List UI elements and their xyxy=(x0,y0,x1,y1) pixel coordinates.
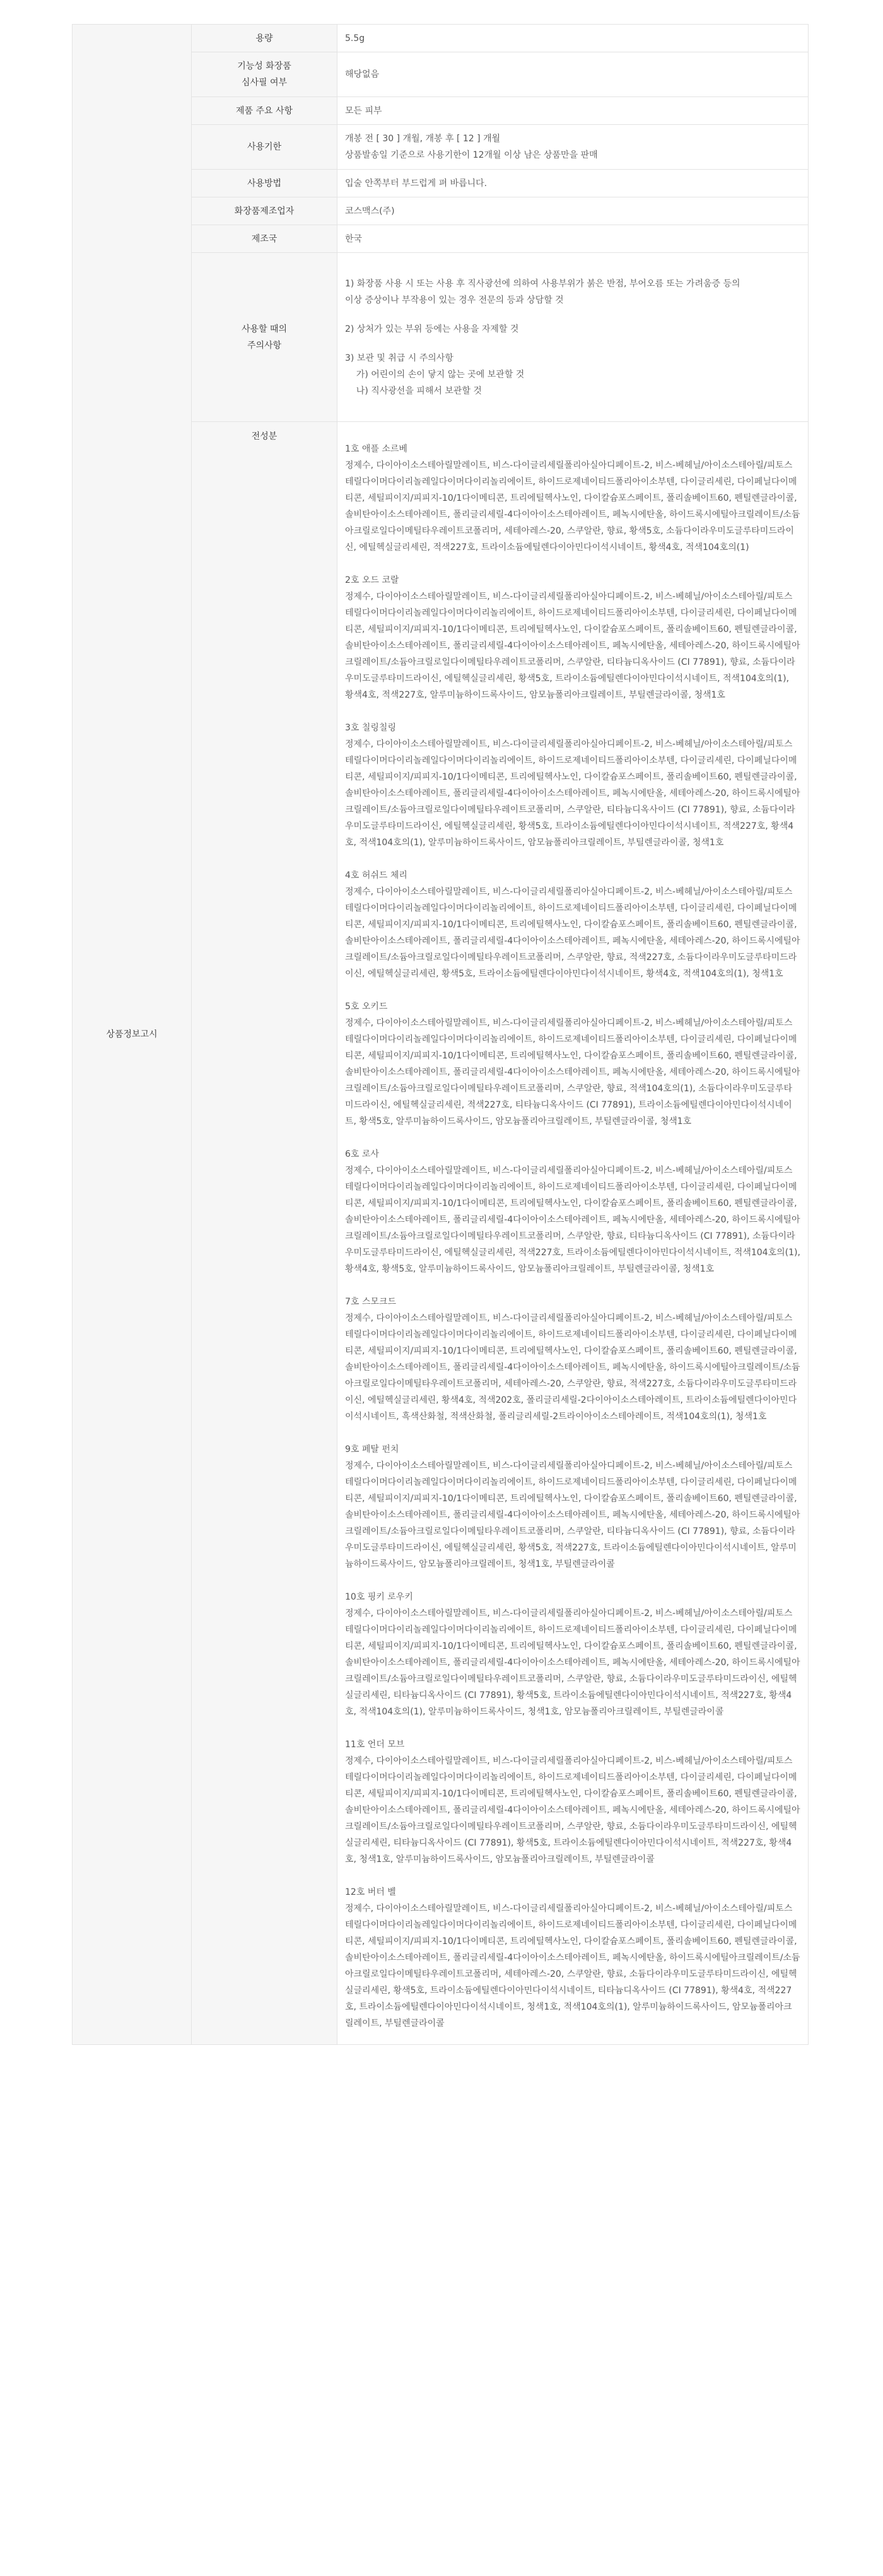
ingredient-list: 정제수, 다이아이소스테아릴말레이트, 비스-다이글리세릴폴리아실아디페이트-2, 비스-베헤닐/아이소스테아릴/피토스테릴다이머다이리놀레일다이머다이리놀리에이트, 하이드로제네이티드폴리아이소부텐, 다이글리세린, 다이페닐다이메티콘, 세틸피이지/피피지-10/1다이메티콘, 트리에틸헥사노인, 다이칼슘포스페이트, 폴리솔베이트60, 펜틸렌글라이콜, 솔비탄아이소스테아레이트, 폴리글리세릴-4다이아이소스테아레이트, 페녹시에탄올, 하이드록시에틸아크릴레이트/소듐아크릴로일다이메틸타우레이트코폴리머, 세테아레스-20, 스쿠알란, 향료, 소듐다이라우미도글루타미드라이신, 에틸헥실글리세린, 황색5호, 트라이소듐에틸렌다이아민다이석시네이트, 티타늄디옥사이드 (CI 77891), 황색4호, 적색227호, 트라이소듐에틸렌다이아민다이석시네이트, 청색1호, 적색104호의(1), 알루미늄하이드록사이드, 암모늄폴리아크릴레이트, 부틸렌글라이콜 xyxy=(345,1904,800,2029)
functional-review-value: 해당없음 xyxy=(337,52,809,97)
caution-3-line1: 3) 보관 및 취급 시 주의사항 xyxy=(345,353,453,363)
caution-value xyxy=(337,253,809,422)
caution-label-line1: 사용할 때의 xyxy=(241,324,288,334)
functional-review-label-line1: 기능성 화장품 xyxy=(237,61,291,71)
caution-1-line1: 1) 화장품 사용 시 또는 사용 후 직사광선에 의하여 사용부위가 붉은 반점, 부어오름 또는 가려움증 등의 xyxy=(345,278,740,289)
country-value: 한국 xyxy=(337,225,809,253)
ingredient-item xyxy=(345,1736,800,1868)
usage-label: 사용방법 xyxy=(192,170,337,197)
expiry-value xyxy=(337,125,809,170)
country-label: 제조국 xyxy=(192,225,337,253)
capacity-value: 5.5g xyxy=(337,25,809,52)
ingredient-item xyxy=(345,1146,800,1277)
main-spec-label: 제품 주요 사항 xyxy=(192,97,337,125)
ingredient-list: 정제수, 다이아이소스테아릴말레이트, 비스-다이글리세릴폴리아실아디페이트-2, 비스-베헤닐/아이소스테아릴/피토스테릴다이머다이리놀레일다이머다이리놀리에이트, 하이드로제네이티드폴리아이소부텐, 다이글리세린, 다이페닐다이메티콘, 세틸피이지/피피지-10/1다이메티콘, 트리에틸헥사노인, 다이칼슘포스페이트, 폴리솔베이트60, 펜틸렌글라이콜, 솔비탄아이소스테아레이트, 폴리글리세릴-4다이아이소스테아레이트, 페녹시에탄올, 하이드록시에틸아크릴레이트/소듐아크릴로일다이메틸타우레이트코폴리머, 세테아레스-20, 스쿠알란, 향료, 황색5호, 소듐다이라우미도글루타미드라이신, 에틸헥실글리세린, 적색227호, 트라이소듐에틸렌다이아민다이석시네이트, 황색4호, 적색104호의(1) xyxy=(345,460,800,553)
shade-name: 10호 핑키 로우키 xyxy=(345,1592,413,1602)
ingredient-list: 정제수, 다이아이소스테아릴말레이트, 비스-다이글리세릴폴리아실아디페이트-2, 비스-베헤닐/아이소스테아릴/피토스테릴다이머다이리놀레일다이머다이리놀리에이트, 하이드로제네이티드폴리아이소부텐, 다이글리세린, 다이페닐다이메티콘, 세틸피이지/피피지-10/1다이메티콘, 트리에틸헥사노인, 다이칼슘포스페이트, 폴리솔베이트60, 펜틸렌글라이콜, 솔비탄아이소스테아레이트, 폴리글리세릴-4다이아이소스테아레이트, 페녹시에탄올, 세테아레스-20, 하이드록시에틸아크릴레이트/소듐아크릴로일다이메틸타우레이트코폴리머, 스쿠알란, 향료, 소듐다이라우미도글루타미드라이신, 에틸헥실글리세린, 티타늄디옥사이드 (CI 77891), 황색5호, 트라이소듐에틸렌다이아민다이석시네이트, 적색227호, 황색4호, 적색104호의(1), 알루미늄하이드록사이드, 청색1호, 암모늄폴리아크릴레이트, 부틸렌글라이콜 xyxy=(345,1608,800,1717)
row-capacity xyxy=(73,25,809,52)
functional-review-label xyxy=(192,52,337,97)
caution-3-line2: 가) 어린이의 손이 닿지 않는 곳에 보관할 것 xyxy=(345,369,525,380)
ingredient-list: 정제수, 다이아이소스테아릴말레이트, 비스-다이글리세릴폴리아실아디페이트-2, 비스-베헤닐/아이소스테아릴/피토스테릴다이머다이리놀레일다이머다이리놀리에이트, 하이드로제네이티드폴리아이소부텐, 다이글리세린, 다이페닐다이메티콘, 세틸피이지/피피지-10/1다이메티콘, 트리에틸헥사노인, 다이칼슘포스페이트, 폴리솔베이트60, 펜틸렌글라이콜, 솔비탄아이소스테아레이트, 폴리글리세릴-4다이아이소스테아레이트, 페녹시에탄올, 세테아레스-20, 하이드록시에틸아크릴레이트/소듐아크릴로일다이메틸타우레이트코폴리머, 스쿠알란, 향료, 티타늄디옥사이드 (CI 77891), 소듐다이라우미도글루타미드라이신, 에틸헥실글리세린, 적색227호, 트라이소듐에틸렌다이아민다이석시네이트, 적색104호의(1), 황색4호, 황색5호, 알루미늄하이드록사이드, 암모늄폴리아크릴레이트, 부틸렌글라이콜, 청색1호 xyxy=(345,1166,800,1274)
manufacturer-label: 화장품제조업자 xyxy=(192,197,337,225)
ingredient-item xyxy=(345,1294,800,1425)
ingredient-list: 정제수, 다이아이소스테아릴말레이트, 비스-다이글리세릴폴리아실아디페이트-2, 비스-베헤닐/아이소스테아릴/피토스테릴다이머다이리놀레일다이머다이리놀리에이트, 하이드로제네이티드폴리아이소부텐, 다이글리세린, 다이페닐다이메티콘, 세틸피이지/피피지-10/1다이메티콘, 트리에틸헥사노인, 다이칼슘포스페이트, 폴리솔베이트60, 펜틸렌글라이콜, 솔비탄아이소스테아레이트, 폴리글리세릴-4다이아이소스테아레이트, 페녹시에탄올, 세테아레스-20, 하이드록시에틸아크릴레이트/소듐아크릴로일다이메틸타우레이트코폴리머, 스쿠알란, 티타늄디옥사이드 (CI 77891), 향료, 소듐다이라우미도글루타미드라이신, 에틸헥실글리세린, 황색5호, 트라이소듐에틸렌다이아민다이석시네이트, 적색104호의(1), 황색4호, 적색227호, 알루미늄하이드록사이드, 암모늄폴리아크릴레이트, 부틸렌글라이콜, 청색1호 xyxy=(345,592,800,700)
ingredient-list: 정제수, 다이아이소스테아릴말레이트, 비스-다이글리세릴폴리아실아디페이트-2, 비스-베헤닐/아이소스테아릴/피토스테릴다이머다이리놀레일다이머다이리놀리에이트, 하이드로제네이티드폴리아이소부텐, 다이글리세린, 다이페닐다이메티콘, 세틸피이지/피피지-10/1다이메티콘, 트리에틸헥사노인, 다이칼슘포스페이트, 폴리솔베이트60, 펜틸렌글라이콜, 솔비탄아이소스테아레이트, 폴리글리세릴-4다이아이소스테아레이트, 페녹시에탄올, 세테아레스-20, 하이드록시에틸아크릴레이트/소듐아크릴로일다이메틸타우레이트코폴리머, 스쿠알란, 티타늄디옥사이드 (CI 77891), 향료, 소듐다이라우미도글루타미드라이신, 에틸헥실글리세린, 황색5호, 적색227호, 트라이소듐에틸렌다이아민다이석시네이트, 알루미늄하이드록사이드, 암모늄폴리아크릴레이트, 청색1호, 부틸렌글라이콜 xyxy=(345,1461,800,1569)
product-info-table xyxy=(72,24,809,2045)
caution-1-line2: 이상 증상이나 부작용이 있는 경우 전문의 등과 상담할 것 xyxy=(345,295,564,305)
shade-name: 5호 오키드 xyxy=(345,1002,388,1012)
shade-name: 4호 허쉬드 체리 xyxy=(345,870,407,881)
ingredient-item xyxy=(345,1441,800,1572)
shade-name: 11호 언더 모브 xyxy=(345,1740,405,1750)
ingredient-list: 정제수, 다이아이소스테아릴말레이트, 비스-다이글리세릴폴리아실아디페이트-2, 비스-베헤닐/아이소스테아릴/피토스테릴다이머다이리놀레일다이머다이리놀리에이트, 하이드로제네이티드폴리아이소부텐, 다이글리세린, 다이페닐다이메티콘, 세틸피이지/피피지-10/1다이메티콘, 트리에틸헥사노인, 다이칼슘포스페이트, 폴리솔베이트60, 펜틸렌글라이콜, 솔비탄아이소스테아레이트, 폴리글리세릴-4다이아이소스테아레이트, 페녹시에탄올, 하이드록시에틸아크릴레이트/소듐아크릴로일다이메틸타우레이트코폴리머, 세테아레스-20, 스쿠알란, 향료, 적색227호, 소듐다이라우미도글루타미드라이신, 에틸헥실글리세린, 황색4호, 적색202호, 폴리글리세릴-2다이아이소스테아레이트, 트라이소듐에틸렌다이아민다이석시네이트, 흑색산화철, 적색산화철, 폴리글리세릴-2트라이아이소스테아레이트, 적색104호의(1), 청색1호 xyxy=(345,1313,800,1422)
ingredients-value xyxy=(337,422,809,2045)
manufacturer-value: 코스맥스(주) xyxy=(337,197,809,225)
ingredients-label: 전성분 xyxy=(192,422,337,2045)
ingredient-item xyxy=(345,720,800,851)
ingredient-item xyxy=(345,441,800,556)
shade-name: 3호 칠링칠링 xyxy=(345,723,396,733)
section-label: 상품정보고시 xyxy=(73,25,192,2045)
caution-label-line2: 주의사항 xyxy=(247,340,282,351)
shade-name: 7호 스모크드 xyxy=(345,1297,396,1307)
ingredient-item xyxy=(345,1589,800,1720)
shade-name: 6호 로사 xyxy=(345,1149,379,1159)
caution-3-line3: 나) 직사광선을 피해서 보관할 것 xyxy=(345,385,482,396)
ingredient-item xyxy=(345,867,800,982)
capacity-label: 용량 xyxy=(192,25,337,52)
expiry-line-1: 개봉 전 [ 30 ] 개월, 개봉 후 [ 12 ] 개월 xyxy=(345,134,501,144)
ingredient-list: 정제수, 다이아이소스테아릴말레이트, 비스-다이글리세릴폴리아실아디페이트-2, 비스-베헤닐/아이소스테아릴/피토스테릴다이머다이리놀레일다이머다이리놀리에이트, 하이드로제네이티드폴리아이소부텐, 다이글리세린, 다이페닐다이메티콘, 세틸피이지/피피지-10/1다이메티콘, 트리에틸헥사노인, 다이칼슘포스페이트, 폴리솔베이트60, 펜틸렌글라이콜, 솔비탄아이소스테아레이트, 폴리글리세릴-4다이아이소스테아레이트, 페녹시에탄올, 세테아레스-20, 하이드록시에틸아크릴레이트/소듐아크릴로일다이메틸타우레이트코폴리머, 스쿠알란, 향료, 적색227호, 소듐다이라우미도글루타미드라이신, 에틸헥실글리세린, 황색5호, 트라이소듐에틸렌다이아민다이석시네이트, 황색4호, 적색104호의(1), 청색1호 xyxy=(345,887,800,979)
ingredient-list: 정제수, 다이아이소스테아릴말레이트, 비스-다이글리세릴폴리아실아디페이트-2, 비스-베헤닐/아이소스테아릴/피토스테릴다이머다이리놀레일다이머다이리놀리에이트, 하이드로제네이티드폴리아이소부텐, 다이글리세린, 다이페닐다이메티콘, 세틸피이지/피피지-10/1다이메티콘, 트리에틸헥사노인, 다이칼슘포스페이트, 폴리솔베이트60, 펜틸렌글라이콜, 솔비탄아이소스테아레이트, 폴리글리세릴-4다이아이소스테아레이트, 페녹시에탄올, 세테아레스-20, 하이드록시에틸아크릴레이트/소듐아크릴로일다이메틸타우레이트코폴리머, 스쿠알란, 향료, 소듐다이라우미도글루타미드라이신, 에틸헥실글리세린, 티타늄디옥사이드 (CI 77891), 황색5호, 트라이소듐에틸렌다이아민다이석시네이트, 적색227호, 황색4호, 청색1호, 알루미늄하이드록사이드, 암모늄폴리아크릴레이트, 부틸렌글라이콜 xyxy=(345,1756,800,1865)
usage-value: 입술 안쪽부터 부드럽게 펴 바릅니다. xyxy=(337,170,809,197)
caution-label xyxy=(192,253,337,422)
shade-name: 2호 오드 코랄 xyxy=(345,575,399,585)
ingredient-item xyxy=(345,572,800,703)
functional-review-label-line2: 심사필 여부 xyxy=(241,78,288,88)
caution-2: 2) 상처가 있는 부위 등에는 사용을 자제할 것 xyxy=(345,324,519,334)
ingredient-list: 정제수, 다이아이소스테아릴말레이트, 비스-다이글리세릴폴리아실아디페이트-2, 비스-베헤닐/아이소스테아릴/피토스테릴다이머다이리놀레일다이머다이리놀리에이트, 하이드로제네이티드폴리아이소부텐, 다이글리세린, 다이페닐다이메티콘, 세틸피이지/피피지-10/1다이메티콘, 트리에틸헥사노인, 다이칼슘포스페이트, 폴리솔베이트60, 펜틸렌글라이콜, 솔비탄아이소스테아레이트, 폴리글리세릴-4다이아이소스테아레이트, 페녹시에탄올, 세테아레스-20, 하이드록시에틸아크릴레이트/소듐아크릴로일다이메틸타우레이트코폴리머, 스쿠알란, 티타늄디옥사이드 (CI 77891), 향료, 소듐다이라우미도글루타미드라이신, 에틸헥실글리세린, 황색5호, 트라이소듐에틸렌다이아민다이석시네이트, 적색227호, 황색4호, 적색104호의(1), 알루미늄하이드록사이드, 암모늄폴리아크릴레이트, 부틸렌글라이콜, 청색1호 xyxy=(345,739,800,848)
product-info-notice xyxy=(72,24,809,2045)
ingredient-list: 정제수, 다이아이소스테아릴말레이트, 비스-다이글리세릴폴리아실아디페이트-2, 비스-베헤닐/아이소스테아릴/피토스테릴다이머다이리놀레일다이머다이리놀리에이트, 하이드로제네이티드폴리아이소부텐, 다이글리세린, 다이페닐다이메티콘, 세틸피이지/피피지-10/1다이메티콘, 트리에틸헥사노인, 다이칼슘포스페이트, 폴리솔베이트60, 펜틸렌글라이콜, 솔비탄아이소스테아레이트, 폴리글리세릴-4다이아이소스테아레이트, 페녹시에탄올, 세테아레스-20, 하이드록시에틸아크릴레이트/소듐아크릴로일다이메틸타우레이트코폴리머, 스쿠알란, 향료, 적색104호의(1), 소듐다이라우미도글루타미드라이신, 에틸헥실글리세린, 적색227호, 티타늄디옥사이드 (CI 77891), 트라이소듐에틸렌다이아민다이석시네이트, 황색5호, 알루미늄하이드록사이드, 암모늄폴리아크릴레이트, 부틸렌글라이콜, 청색1호 xyxy=(345,1018,800,1127)
expiry-line-2: 상품발송일 기준으로 사용기한이 12개월 이상 남은 상품만을 판매 xyxy=(345,150,598,160)
expiry-label: 사용기한 xyxy=(192,125,337,170)
shade-name: 1호 애플 소르베 xyxy=(345,444,407,454)
main-spec-value: 모든 피부 xyxy=(337,97,809,125)
shade-name: 12호 버터 벨 xyxy=(345,1887,396,1897)
ingredient-item xyxy=(345,998,800,1130)
ingredient-item xyxy=(345,1884,800,2032)
shade-name: 9호 페탈 펀치 xyxy=(345,1444,399,1455)
